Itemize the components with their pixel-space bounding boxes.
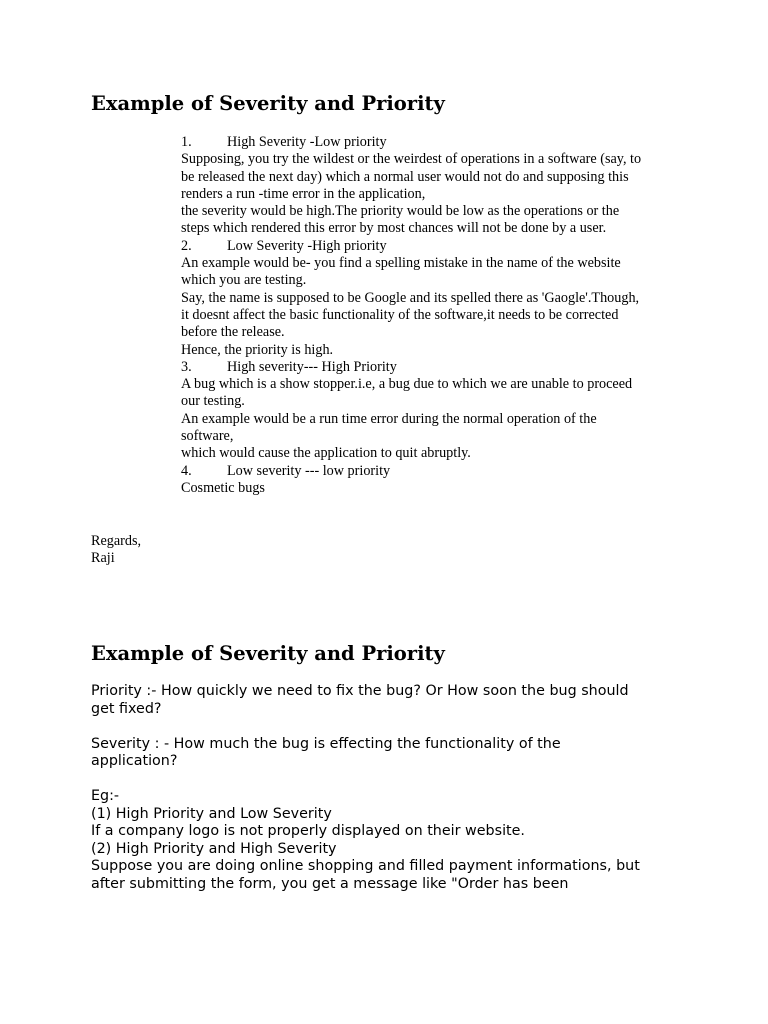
text-line: renders a run -time error in the application, [181, 185, 426, 202]
text-line: which you are testing. [181, 272, 307, 289]
example-line: after submitting the form, you get a message like "Order has been [91, 875, 569, 892]
list-item-title: Low severity --- low priority [227, 462, 391, 479]
definitions-block [91, 683, 741, 893]
text-line: A bug which is a show stopper.i.e, a bug due to which we are unable to proceed [181, 376, 633, 393]
paragraph-gap [91, 771, 741, 789]
example-line: Eg:- [91, 788, 120, 804]
list-item-title: Low Severity -High priority [227, 237, 387, 254]
list-item-number: 4. [181, 462, 192, 479]
author-name: Raji [91, 550, 115, 567]
text-line: which would cause the application to quit abruptly. [181, 445, 471, 462]
severity-definition-line: application? [91, 753, 178, 769]
text-line: software, [181, 428, 234, 445]
severity-definition-line: Severity : - How much the bug is effecting the functionality of the [91, 735, 561, 752]
text-line: Hence, the priority is high. [181, 341, 334, 358]
list-item-heading [181, 238, 681, 255]
text-line: steps which rendered this error by most chances will not be done by a user. [181, 220, 607, 237]
section2-title: Example of Severity and Priority [91, 642, 445, 665]
example-line: (2) High Priority and High Severity [91, 840, 337, 857]
priority-definition-line: get fixed? [91, 700, 162, 717]
list-item-heading [181, 134, 681, 151]
text-line: before the release. [181, 324, 285, 341]
example-line: If a company logo is not properly displayed on their website. [91, 823, 525, 839]
text-line: Cosmetic bugs [181, 479, 265, 496]
list-item-heading [181, 463, 681, 480]
example-line: Suppose you are doing online shopping and filled payment informations, but [91, 858, 640, 874]
text-line: the severity would be high.The priority would be low as the operations or the [181, 203, 620, 220]
text-line: An example would be a run time error during the normal operation of the [181, 410, 597, 427]
text-line: Supposing, you try the wildest or the weirdest of operations in a software (say, to [181, 151, 642, 168]
example-line: (1) High Priority and Low Severity [91, 805, 332, 822]
text-line: Say, the name is supposed to be Google and its spelled there as 'Gaogle'.Though, [181, 289, 640, 306]
text-line: our testing. [181, 393, 245, 410]
priority-definition-line: Priority :- How quickly we need to fix the bug? Or How soon the bug should [91, 683, 629, 699]
text-line: be released the next day) which a normal user would not do and supposing this [181, 168, 629, 185]
text-line: it doesnt affect the basic functionality of the software,it needs to be corrected [181, 306, 619, 323]
signoff-text: Regards, [91, 533, 142, 549]
paragraph-gap [91, 718, 741, 736]
list-item-number: 3. [181, 358, 192, 375]
list-item-number: 1. [181, 134, 192, 150]
list-item-title: High severity--- High Priority [227, 358, 397, 375]
list-item-heading [181, 359, 681, 376]
list-item-title: High Severity -Low priority [227, 134, 387, 150]
signature-block [91, 533, 291, 568]
severity-priority-list [181, 134, 681, 497]
text-line: An example would be- you find a spelling mistake in the name of the website [181, 255, 621, 272]
section1-title: Example of Severity and Priority [91, 92, 445, 115]
list-item-number: 2. [181, 237, 192, 254]
